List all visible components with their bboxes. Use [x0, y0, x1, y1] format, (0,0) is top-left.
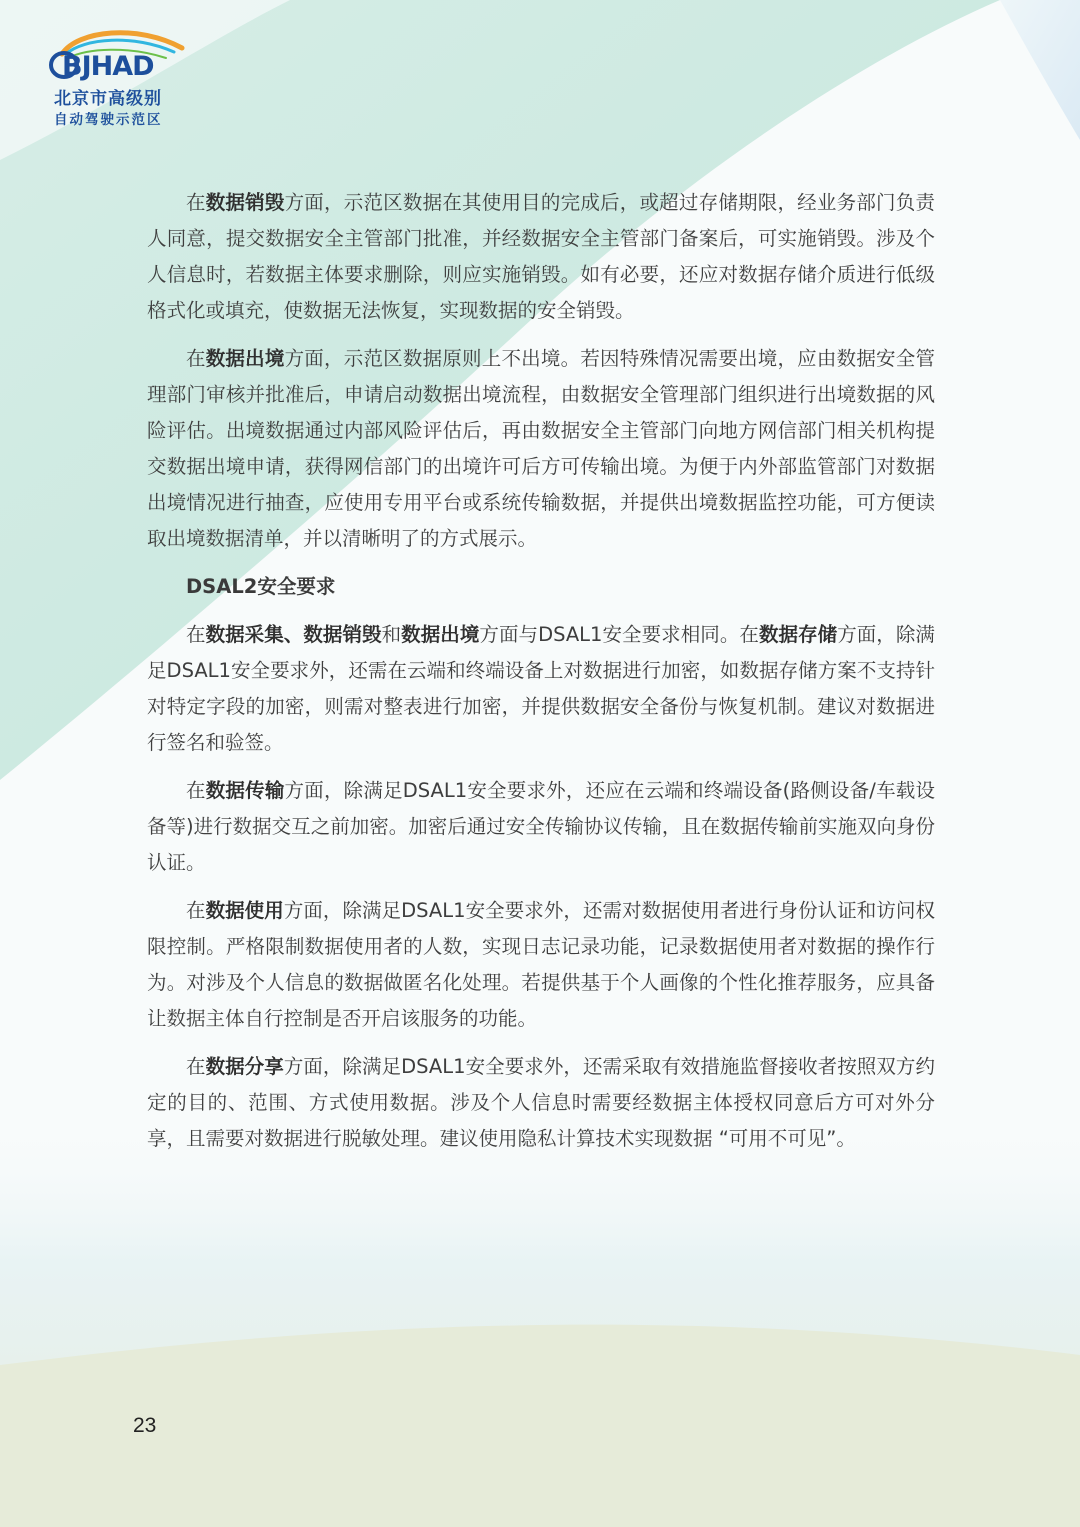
bold-term: 数据销毁 [205, 191, 285, 214]
bold-term: 数据存储 [758, 623, 838, 646]
paragraph-text: 方面，除满足DSAL1安全要求外，还需在云端和终端设备上对数据进行加密，如数据存储方案不支持针对特定字段的加密，则需对整表进行加密，并提供数据安全备份与恢复机制。建议对数据进行签名和验签。 [147, 623, 935, 754]
paragraph-text: 方面，除满足DSAL1安全要求外，还应在云端和终端设备(路侧设备/车载设备等)进行数据交互之前加密。加密后通过安全传输协议传输，且在数据传输前实施双向身份认证。 [147, 779, 935, 874]
body-paragraph [147, 893, 935, 1037]
paragraph-text: 在 [186, 191, 206, 214]
body-paragraph [147, 617, 935, 761]
logo-wordmark: BJHAD [62, 51, 154, 82]
body-paragraph [147, 773, 935, 881]
bjhad-logo-graphic [48, 28, 188, 82]
paragraph-text: 在 [186, 347, 206, 370]
document-body [147, 185, 935, 1169]
page-number: 23 [133, 1414, 157, 1437]
paragraph-text: 在 [186, 899, 206, 922]
paragraph-text: 方面，示范区数据原则上不出境。若因特殊情况需要出境，应由数据安全管理部门审核并批准后，申请启动数据出境流程，由数据安全管理部门组织进行出境数据的风险评估。出境数据通过内部风险评估后，再由数据安全主管部门向地方网信部门相关机构提交数据出境申请，获得网信部门的出境许可后方可传输出境。为便于内外部监管部门对数据出境情况进行抽查，应使用专用平台或系统传输数据，并提供出境数据监控功能，可方便读取出境数据清单，并以清晰明了的方式展示。 [147, 347, 935, 550]
bold-term: 数据使用 [205, 899, 284, 922]
logo-name-line-1: 北京市高级别 [54, 89, 162, 109]
bold-term: 数据传输 [205, 779, 285, 802]
paragraph-text: 在 [186, 623, 206, 646]
body-paragraph [147, 1049, 935, 1157]
paragraph-text: 在 [186, 1055, 206, 1078]
paragraph-text: 方面与DSAL1安全要求相同。在 [479, 623, 759, 646]
bold-term: 数据出境 [401, 623, 480, 646]
bold-term: 数据采集、数据销毁 [205, 623, 382, 646]
body-paragraph [147, 185, 935, 329]
body-paragraph [147, 341, 935, 557]
paragraph-text: 方面，示范区数据在其使用目的完成后，或超过存储期限，经业务部门负责人同意，提交数据安全主管部门批准，并经数据安全主管部门备案后，可实施销毁。涉及个人信息时，若数据主体要求删除，则应实施销毁。如有必要，还应对数据存储介质进行低级格式化或填充，使数据无法恢复，实现数据的安全销毁。 [147, 191, 935, 322]
bold-term: 数据出境 [205, 347, 285, 370]
bold-term: 数据分享 [205, 1055, 284, 1078]
logo-name-line-2: 自动驾驶示范区 [54, 112, 163, 128]
bjhad-logo [48, 28, 193, 133]
paragraph-text: 方面，除满足DSAL1安全要求外，还需对数据使用者进行身份认证和访问权限控制。严格限制数据使用者的人数，实现日志记录功能，记录数据使用者对数据的操作行为。对涉及个人信息的数据做匿名化处理。若提供基于个人画像的个性化推荐服务，应具备让数据主体自行控制是否开启该服务的功能。 [147, 899, 935, 1030]
paragraph-text: 在 [186, 779, 206, 802]
section-heading: DSAL2安全要求 [186, 575, 336, 598]
paragraph-text: 方面，除满足DSAL1安全要求外，还需采取有效措施监督接收者按照双方约定的目的、范围、方式使用数据。涉及个人信息时需要经数据主体授权同意后方可对外分享，且需要对数据进行脱敏处理。建议使用隐私计算技术实现数据 “可用不可见”。 [147, 1055, 935, 1150]
paragraph-text: 和 [381, 623, 402, 646]
